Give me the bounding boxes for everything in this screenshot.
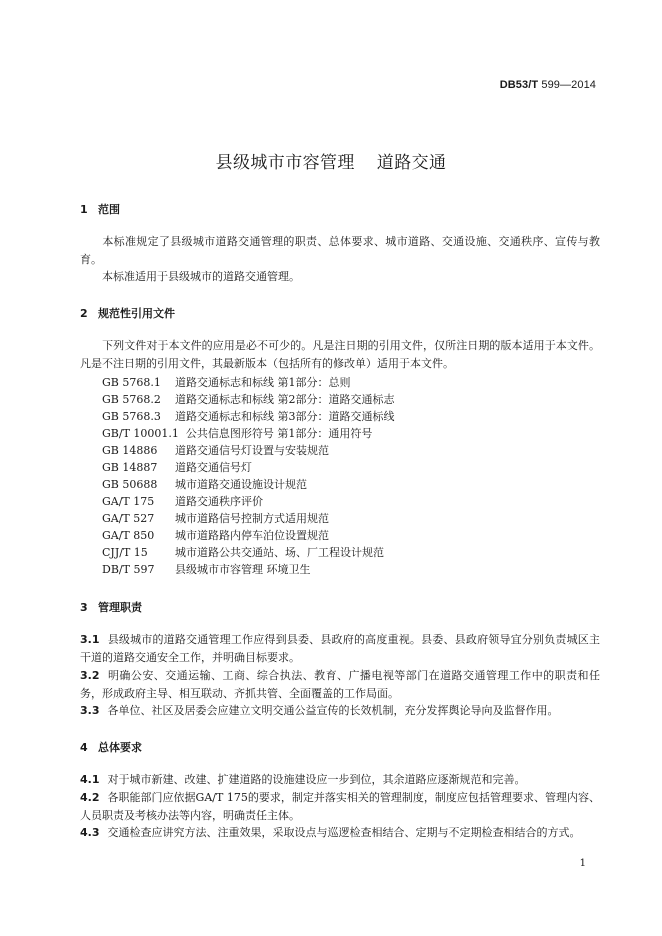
section-2-paragraph-1: 下列文件对于本文件的应用是必不可少的。凡是注日期的引用文件，仅所注日期的版本适用于本文件。凡是不注日期的引用文件，其最新版本（包括所有的修改单）适用于本文件。 xyxy=(80,339,600,370)
reference-item: GA/T 527 城市道路信号控制方式适用规范 xyxy=(102,512,329,525)
reference-item: GB 5768.3 道路交通标志和标线 第3部分：道路交通标线 xyxy=(102,410,395,423)
section-title: 总体要求 xyxy=(98,741,142,754)
title-sub: 道路交通 xyxy=(376,153,447,173)
section-number: 2 xyxy=(80,307,88,320)
standard-code xyxy=(500,79,596,91)
section-2-heading xyxy=(80,305,175,321)
reference-item: GA/T 175 道路交通秩序评价 xyxy=(102,495,263,508)
reference-item: DB/T 597 县级城市市容管理 环境卫生 xyxy=(102,563,311,576)
clause-3-1: 3.1 县级城市的道路交通管理工作应得到县委、县政府的高度重视。县委、县政府领导宜分别负责城区主干道的道路交通安全工作，并明确目标要求。 xyxy=(80,633,600,664)
section-title: 范围 xyxy=(98,203,120,216)
section-1-paragraph-2: 本标准适用于县级城市的道路交通管理。 xyxy=(102,270,300,283)
clause-4-3: 4.3 交通检查应讲究方法、注重效果，采取设点与巡逻检查相结合、定期与不定期检查相结合的方式。 xyxy=(80,826,581,839)
reference-item: GB 14886 道路交通信号灯设置与安装规范 xyxy=(102,444,329,457)
section-number: 3 xyxy=(80,601,88,614)
page-title xyxy=(0,148,662,173)
reference-item: GB 50688 城市道路交通设施设计规范 xyxy=(102,478,307,491)
clause-4-2: 4.2 各职能部门应依据GA/T 175的要求，制定并落实相关的管理制度，制度应包括管理要求、管理内容、人员职责及考核办法等内容，明确责任主体。 xyxy=(80,791,600,822)
section-1-heading xyxy=(80,201,120,217)
section-title: 管理职责 xyxy=(98,601,142,614)
section-number: 4 xyxy=(80,741,88,754)
reference-item: GA/T 850 城市道路路内停车泊位设置规范 xyxy=(102,529,329,542)
standard-prefix: DB53/T xyxy=(499,79,539,91)
section-3-heading xyxy=(80,599,142,615)
section-4-heading xyxy=(80,739,142,755)
reference-item: GB 5768.2 道路交通标志和标线 第2部分：道路交通标志 xyxy=(102,393,395,406)
section-number: 1 xyxy=(80,203,88,216)
title-main: 县级城市市容管理 xyxy=(215,153,355,173)
clause-4-1: 4.1 对于城市新建、改建、扩建道路的设施建设应一步到位，其余道路应逐渐规范和完善。 xyxy=(80,773,526,786)
reference-item: GB 14887 道路交通信号灯 xyxy=(102,461,252,474)
page-number: 1 xyxy=(579,858,586,869)
section-1-paragraph-1: 本标准规定了县级城市道路交通管理的职责、总体要求、城市道路、交通设施、交通秩序、宣传与教育。 xyxy=(80,235,600,266)
clause-3-3: 3.3 各单位、社区及居委会应建立文明交通公益宣传的长效机制，充分发挥舆论导向及监督作用。 xyxy=(80,704,559,717)
reference-item: GB/T 10001.1 公共信息图形符号 第1部分：通用符号 xyxy=(102,427,373,440)
section-title: 规范性引用文件 xyxy=(98,307,175,320)
standard-number: 599—2014 xyxy=(541,79,596,91)
reference-item: GB 5768.1 道路交通标志和标线 第1部分：总则 xyxy=(102,376,351,389)
reference-item: CJJ/T 15 城市道路公共交通站、场、厂工程设计规范 xyxy=(102,546,384,559)
clause-3-2: 3.2 明确公安、交通运输、工商、综合执法、教育、广播电视等部门在道路交通管理工作中的职责和任务，形成政府主导、相互联动、齐抓共管、全面覆盖的工作局面。 xyxy=(80,669,600,700)
